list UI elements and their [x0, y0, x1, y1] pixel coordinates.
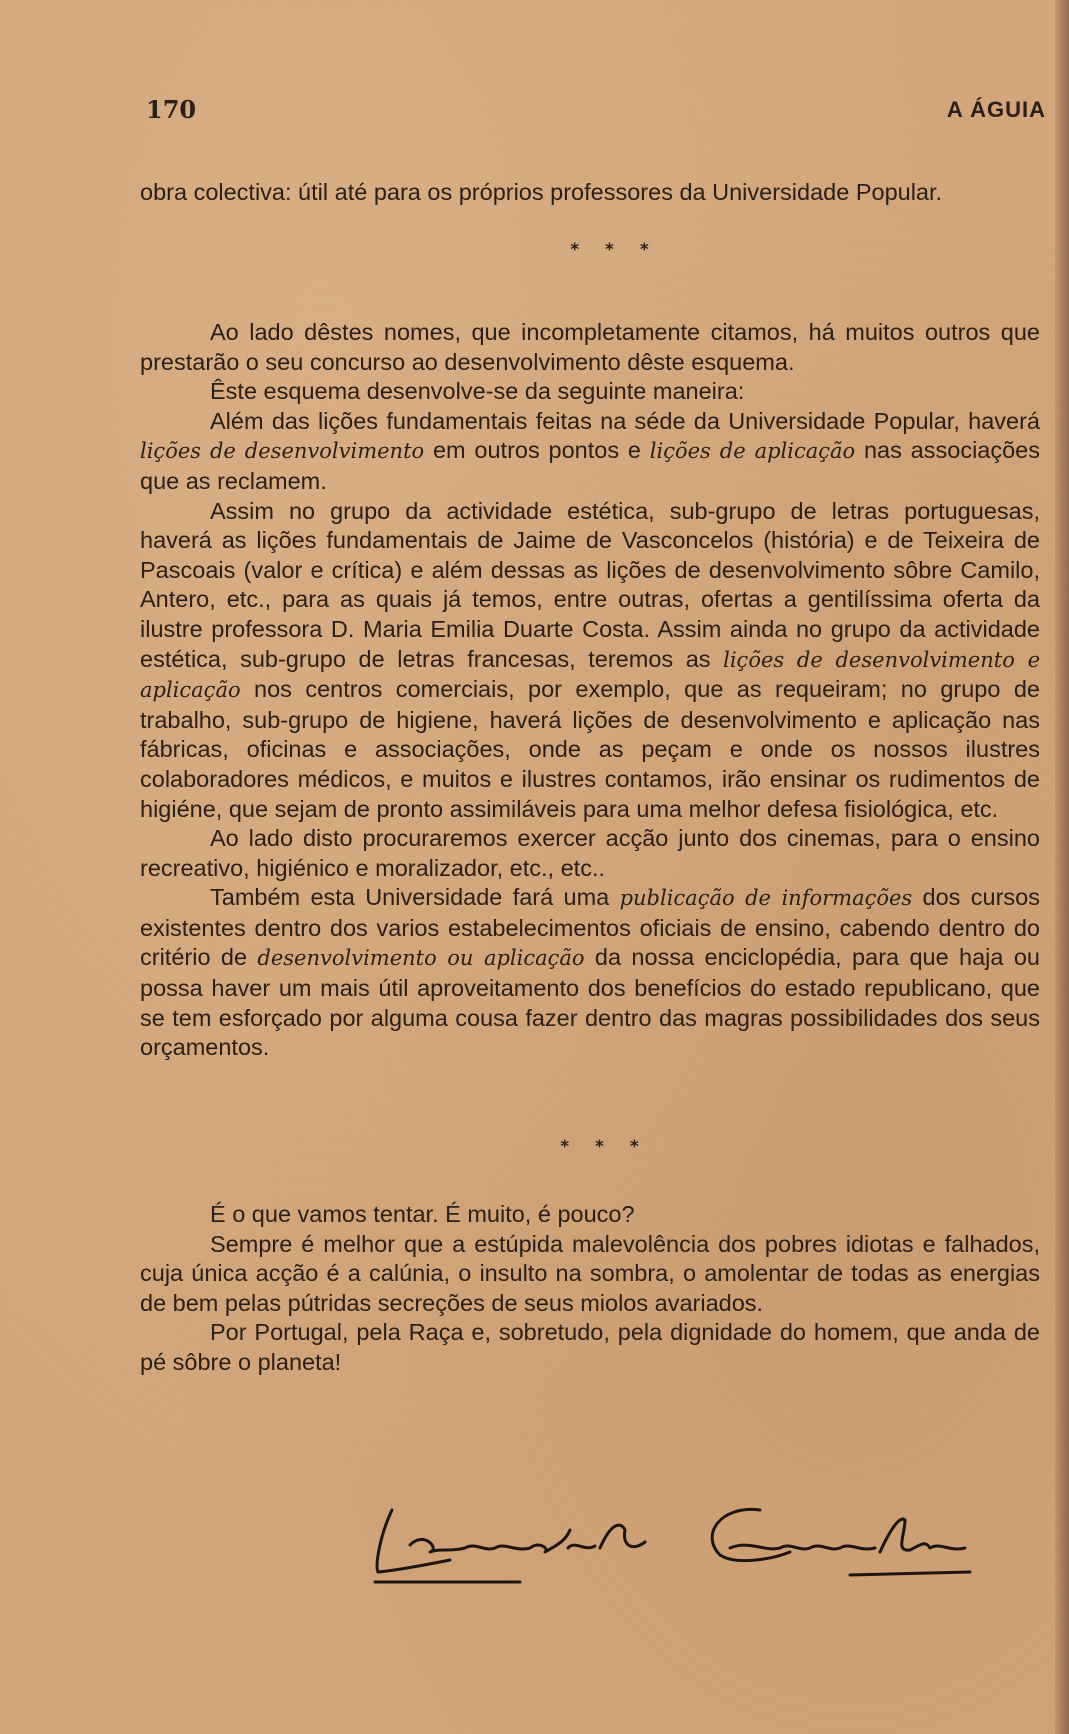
- section-divider: * * *: [560, 1137, 649, 1157]
- paragraph: [140, 1318, 1040, 1377]
- text-block-2: [140, 318, 1040, 1063]
- paragraph: [140, 1230, 1040, 1319]
- text-run: da nossa enciclopédia, para que haja ou possa haver um mais útil aproveitamento dos benefícios do estado republicano, que se tem esforçado por alguma cousa fazer dentro das magras possibilidades dos seus orçamentos.: [140, 944, 1040, 1061]
- italic-text: publicação de informações: [619, 886, 913, 911]
- italic-text: lições de desenvolvimento: [140, 439, 425, 464]
- section-divider: * * *: [570, 240, 659, 260]
- text-run: Além das lições fundamentais feitas na séde da Universidade Popular, haverá: [210, 407, 1040, 434]
- text-block-1: [140, 178, 1040, 208]
- italic-text: desenvolvimento ou aplicação: [257, 946, 585, 971]
- page-edge-shadow: [1055, 0, 1069, 1734]
- text-run: Ao lado dêstes nomes, que incompletamente citamos, há muitos outros que prestarão o seu concurso ao desenvolvimento dêste esquema.: [140, 319, 1040, 375]
- text-run: nos centros comerciais, por exemplo, que as requeiram; no grupo de trabalho, sub-grupo de higiene, haverá lições de desenvolvimento e aplicação nas fábricas, oficinas e associações, onde as peçam e onde os nossos ilustres colaboradores médicos, e muitos e ilustres contamos, irão ensinar os rudimentos de higiéne, que sejam de pronto assimiláveis para uma melhor defesa fisiológica, etc.: [140, 676, 1040, 822]
- paragraph: [140, 407, 1040, 497]
- paragraph: [140, 318, 1040, 377]
- text-run: Êste esquema desenvolve-se da seguinte maneira:: [210, 378, 745, 405]
- running-title: A ÁGUIA: [946, 97, 1046, 122]
- italic-text: lições de aplicação: [649, 439, 856, 464]
- text-run: obra colectiva: útil até para os próprios professores da Universidade Popular.: [140, 179, 943, 205]
- text-run: em outros pontos e: [424, 437, 650, 464]
- paragraph: [140, 1200, 1040, 1230]
- italic-text: lições de desenvolvimento e aplicação: [140, 647, 1040, 703]
- paragraph: [140, 824, 1040, 883]
- text-run: nas associações que as reclamem.: [140, 437, 1040, 494]
- text-run: Por Portugal, pela Raça e, sobretudo, pela dignidade do homem, que anda de pé sôbre o planeta!: [140, 1319, 1040, 1375]
- text-block-3: [140, 1200, 1040, 1378]
- paragraph: [140, 883, 1040, 1063]
- page-number: 170: [146, 95, 197, 124]
- page-header: [146, 95, 1052, 135]
- paragraph: [140, 377, 1040, 407]
- text-run: Assim no grupo da actividade estética, sub-grupo de letras portuguesas, haverá as lições fundamentais de Jaime de Vasconcelos (história) e de Teixeira de Pascoais (valor e crítica) e além dessas as lições de desenvolvimento sôbre Camilo, Antero, etc., para as quais já temos, entre outras, ofertas a gentilíssima oferta da ilustre professora D. Maria Emilia Duarte Costa. Assim ainda no grupo da actividade estética, sub-grupo de letras francesas, teremos as: [140, 497, 1040, 672]
- text-run: Sempre é melhor que a estúpida malevolência dos pobres idiotas e falhados, cuja única acção é a calúnia, o insulto na sombra, o amolentar de todas as energias de bem pelas pútridas secreções de seus miolos avariados.: [140, 1230, 1040, 1316]
- paragraph: [140, 178, 1040, 208]
- text-run: dos cursos existentes dentro dos varios estabelecimentos oficiais de ensino, cabendo dentro do critério de: [140, 884, 1040, 971]
- text-run: Ao lado disto procuraremos exercer acção junto dos cinemas, para o ensino recreativo, higiénico e moralizador, etc., etc..: [140, 825, 1040, 881]
- text-run: É o que vamos tentar. É muito, é pouco?: [210, 1201, 635, 1227]
- handwritten-signature-icon: [370, 1490, 1010, 1590]
- paragraph: [140, 497, 1040, 825]
- text-run: Também esta Universidade fará uma: [210, 884, 620, 911]
